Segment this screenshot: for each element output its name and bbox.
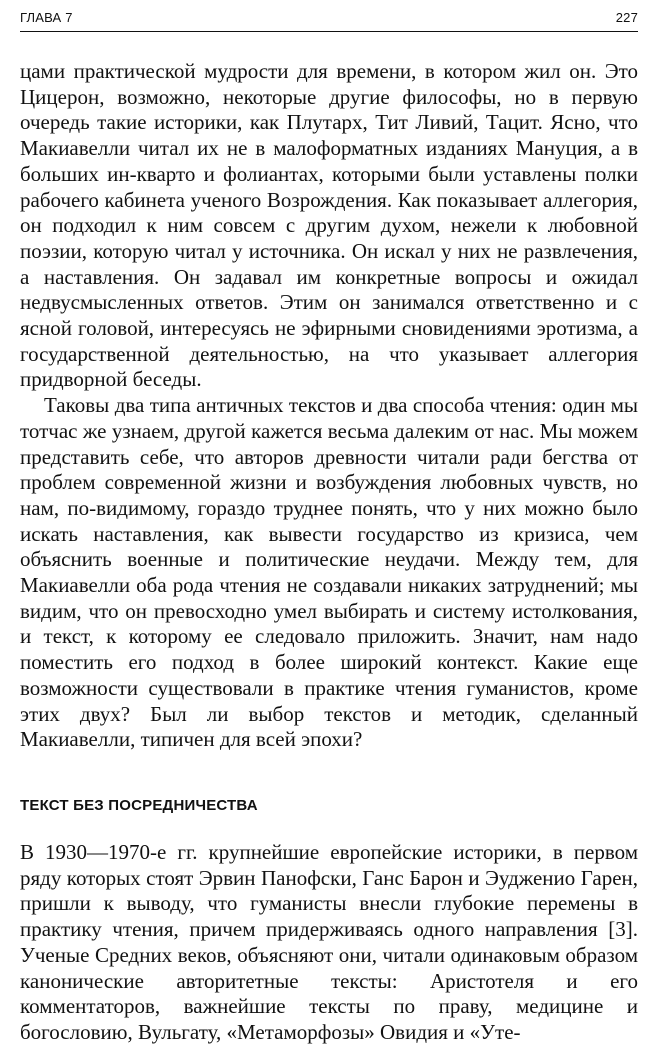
- running-head: [20, 10, 638, 30]
- header-rule: [20, 31, 638, 32]
- section-body: [20, 840, 638, 1046]
- section-paragraph-1: В 1930—1970-е гг. крупнейшие европейские историки, в первом ряду которых стоят Эрвин Панофски, Ганс Барон и Эудженио Гарен, пришли к выводу, что гуманисты внесли глубокие перемены в практику чтения, причем придерживаясь одного направления [3]. Ученые Средних веков, объясняют они, читали одинаковым образом канонические авторитетные тексты: Аристотеля и его комментаторов, важнейшие тексты по праву, медицине и богословию, Вульгату, «Метаморфозы» Овидия и «Уте-: [20, 840, 638, 1044]
- paragraph-1: цами практической мудрости для времени, в котором жил он. Это Цицерон, возможно, некоторые другие философы, но в первую очередь такие историки, как Плутарх, Тит Ливий, Тацит. Ясно, что Макиавелли читал их не в малоформатных изданиях Мануция, а в больших ин-кварто и фолиантах, которыми были уставлены полки рабочего кабинета ученого Возрождения. Как показывает аллегория, он подходил к ним совсем с другим духом, нежели к любовной поэзии, которую читал у источника. Он искал у них не развлечения, а наставления. Он задавал им конкретные вопросы и ожидал недвусмысленных ответов. Этим он занимался ответственно и с ясной головой, интересуясь не эфирными сновидениями эротизма, а государственной деятельностью, на что указывает аллегория придворной беседы.: [20, 59, 638, 392]
- paragraph-2: Таковы два типа античных текстов и два способа чтения: один мы тотчас же узнаем, другой кажется весьма далеким от нас. Мы можем представить себе, что авторов древности читали ради бегства от проблем современной жизни и возбуждения любовных чувств, но нам, по-видимому, гораздо труднее понять, что у них можно было искать наставления, как вывести государство из кризиса, чем объяснить военные и политические неудачи. Между тем, для Макиавелли оба рода чтения не создавали никаких затруднений; мы видим, что он превосходно умел выбирать и систему истолкования, и текст, к которому ее следовало приложить. Значит, нам надо поместить его подход в более широкий контекст. Какие еще возможности существовали в практике чтения гуманистов, кроме этих двух? Был ли выбор текстов и методик, сделанный Макиавелли, типичен для всей эпохи?: [20, 393, 638, 752]
- chapter-label: ГЛАВА 7: [20, 10, 73, 25]
- section-heading: ТЕКСТ БЕЗ ПОСРЕДНИЧЕСТВА: [20, 797, 258, 814]
- body-text: [20, 59, 638, 753]
- page-number: 227: [615, 10, 638, 25]
